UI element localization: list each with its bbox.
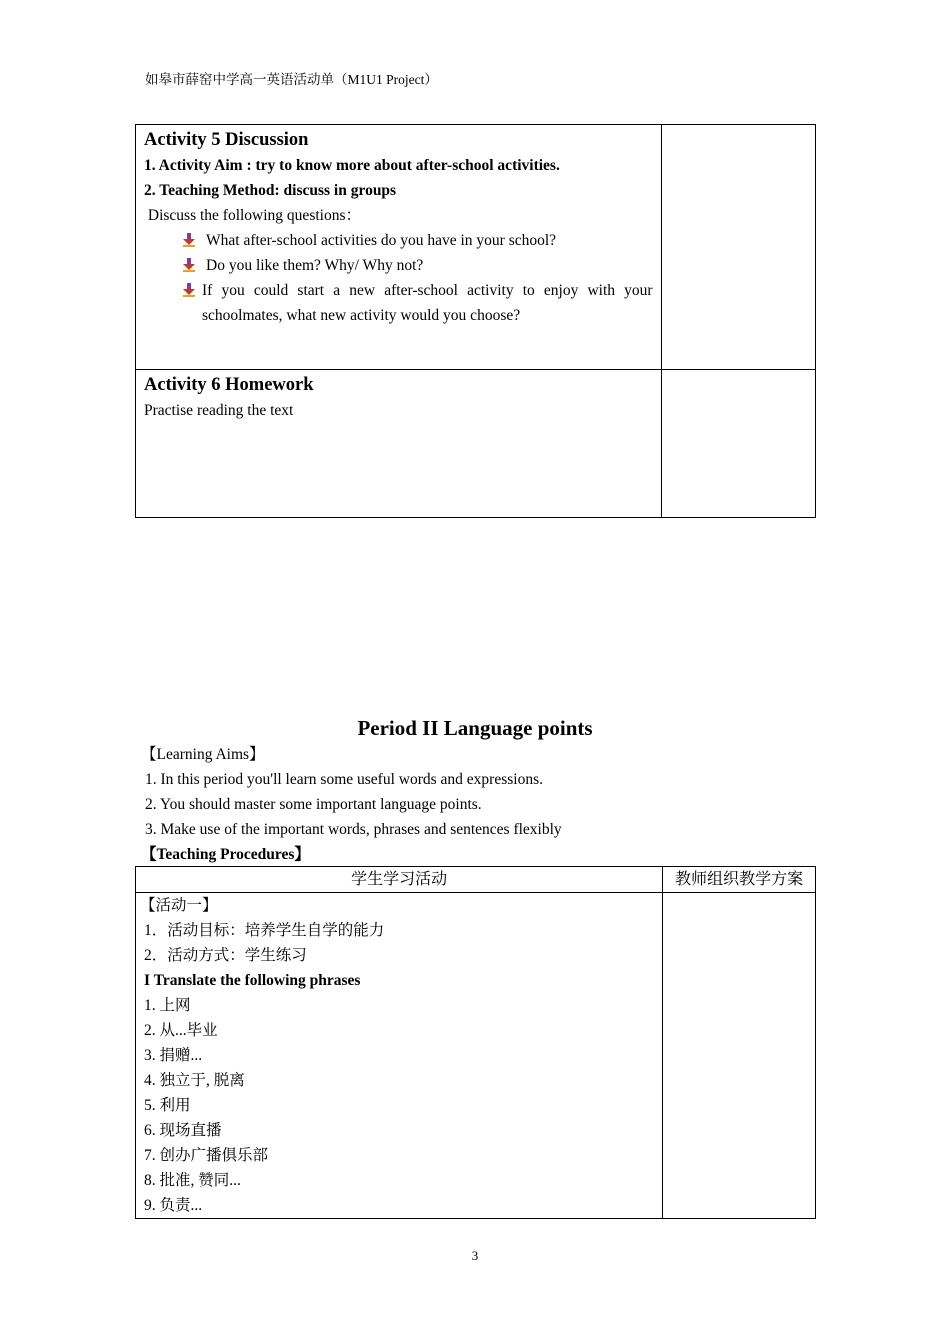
phrase-item: 2. 从...毕业 [144, 1022, 218, 1039]
learning-aims-section [141, 742, 562, 867]
question-item [144, 278, 653, 303]
procedures-table [135, 866, 816, 1219]
activity6-body: Practise reading the text [144, 402, 294, 419]
page-header: 如皋市薛窑中学高一英语活动单（M1U1 Project） [145, 72, 438, 87]
activity5-cell [136, 125, 662, 370]
translate-heading: I Translate the following phrases [144, 972, 361, 989]
activity5-title: Activity 5 Discussion [144, 130, 309, 150]
phrase-item: 3. 捐赠... [144, 1047, 203, 1064]
activity6-title: Activity 6 Homework [144, 375, 314, 395]
phrase-item: 1. 上网 [144, 997, 191, 1014]
question-continuation: schoolmates, what new activity would you choose? [202, 307, 521, 324]
aims-heading: 【Learning Aims】 [141, 746, 265, 763]
phrase-item: 4. 独立于, 脱离 [144, 1072, 245, 1089]
col-header-teacher: 教师组织教学方案 [663, 867, 816, 893]
arrow-bullet-icon [182, 233, 196, 247]
procedures-heading: 【Teaching Procedures】 [141, 846, 310, 863]
teacher-notes-cell [661, 370, 815, 518]
aim-item: 1. In this period you'll learn some useful words and expressions. [145, 771, 543, 788]
phrase-item: 7. 创办广播俱乐部 [144, 1147, 269, 1164]
question-text: What after-school activities do you have in your school? [206, 232, 557, 249]
question-text: If you could start a new after-school activity to enjoy with your [202, 282, 653, 299]
phrase-item: 9. 负责... [144, 1197, 203, 1214]
activity5-intro: Discuss the following questions： [144, 207, 361, 224]
activity5-aim: 1. Activity Aim : try to know more about after-school activities. [144, 157, 560, 174]
question-item [144, 228, 653, 253]
question-text: Do you like them? Why/ Why not? [206, 257, 424, 274]
phrase-item: 6. 现场直播 [144, 1122, 222, 1139]
aim-item: 3. Make use of the important words, phrases and sentences flexibly [145, 821, 562, 838]
activity1-mode: 2．活动方式：学生练习 [144, 947, 307, 964]
activity1-label: 【活动一】 [140, 897, 218, 914]
question-item [144, 253, 653, 278]
activity1-cell [136, 893, 663, 1219]
activity-table [135, 124, 816, 518]
activity6-cell [136, 370, 662, 518]
period-title: Period II Language points [357, 716, 593, 740]
aim-item: 2. You should master some important language points. [145, 796, 482, 813]
page-number: 3 [471, 1248, 479, 1263]
phrase-item: 8. 批准, 赞同... [144, 1172, 241, 1189]
activity5-method: 2. Teaching Method: discuss in groups [144, 182, 397, 199]
activity1-goal: 1．活动目标：培养学生自学的能力 [144, 922, 385, 939]
teacher-notes-cell [661, 125, 815, 370]
arrow-bullet-icon [182, 283, 196, 297]
arrow-bullet-icon [182, 258, 196, 272]
col-header-student: 学生学习活动 [136, 867, 663, 893]
phrase-item: 5. 利用 [144, 1097, 191, 1114]
teacher-plan-cell [663, 893, 816, 1219]
